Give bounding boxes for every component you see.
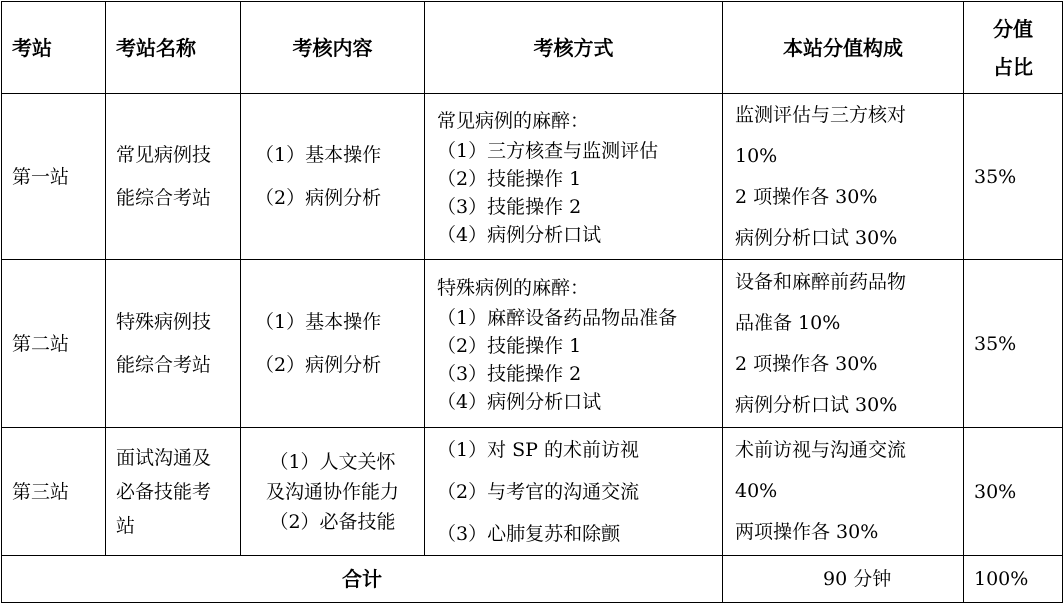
content-cell: （1）基本操作 （2）病例分析: [241, 94, 425, 260]
total-row: [2, 556, 1063, 603]
method-cell: （1）对 SP 的术前访视 （2）与考官的沟通交流 （3）心肺复苏和除颤: [425, 428, 723, 556]
header-score-composition: 本站分值构成: [723, 2, 964, 94]
method-cell: 特殊病例的麻醉： （1）麻醉设备药品物品准备 （2）技能操作 1 （3）技能操作 2 （4）病例分析口试: [425, 260, 723, 428]
content-cell: （1）基本操作 （2）病例分析: [241, 260, 425, 428]
ratio-cell: 30%: [964, 428, 1063, 556]
score-cell: 设备和麻醉前药品物 品准备 10% 2 项操作各 30% 病例分析口试 30%: [723, 260, 964, 428]
score-cell: 监测评估与三方核对 10% 2 项操作各 30% 病例分析口试 30%: [723, 94, 964, 260]
content-cell: （1）人文关怀 及沟通协作能力 （2）必备技能: [241, 428, 425, 556]
header-row: [2, 2, 1063, 94]
header-station: 考站: [2, 2, 106, 94]
station-name-cell: 特殊病例技 能综合考站: [106, 260, 241, 428]
header-station-name: 考站名称: [106, 2, 241, 94]
ratio-cell: 35%: [964, 94, 1063, 260]
total-duration: 90 分钟: [723, 556, 964, 603]
table-row: [2, 428, 1063, 556]
header-ratio: 分值 占比: [964, 2, 1063, 94]
table-row: [2, 94, 1063, 260]
ratio-cell: 35%: [964, 260, 1063, 428]
header-method: 考核方式: [425, 2, 723, 94]
station-cell: 第一站: [2, 94, 106, 260]
table-row: [2, 260, 1063, 428]
station-name-cell: 面试沟通及 必备技能考 站: [106, 428, 241, 556]
station-cell: 第二站: [2, 260, 106, 428]
station-name-cell: 常见病例技 能综合考站: [106, 94, 241, 260]
station-cell: 第三站: [2, 428, 106, 556]
score-cell: 术前访视与沟通交流 40% 两项操作各 30%: [723, 428, 964, 556]
method-cell: 常见病例的麻醉： （1）三方核查与监测评估 （2）技能操作 1 （3）技能操作 2 （4）病例分析口试: [425, 94, 723, 260]
header-content: 考核内容: [241, 2, 425, 94]
exam-station-table: [1, 1, 1063, 603]
total-ratio: 100%: [964, 556, 1063, 603]
total-label: 合计: [2, 556, 723, 603]
